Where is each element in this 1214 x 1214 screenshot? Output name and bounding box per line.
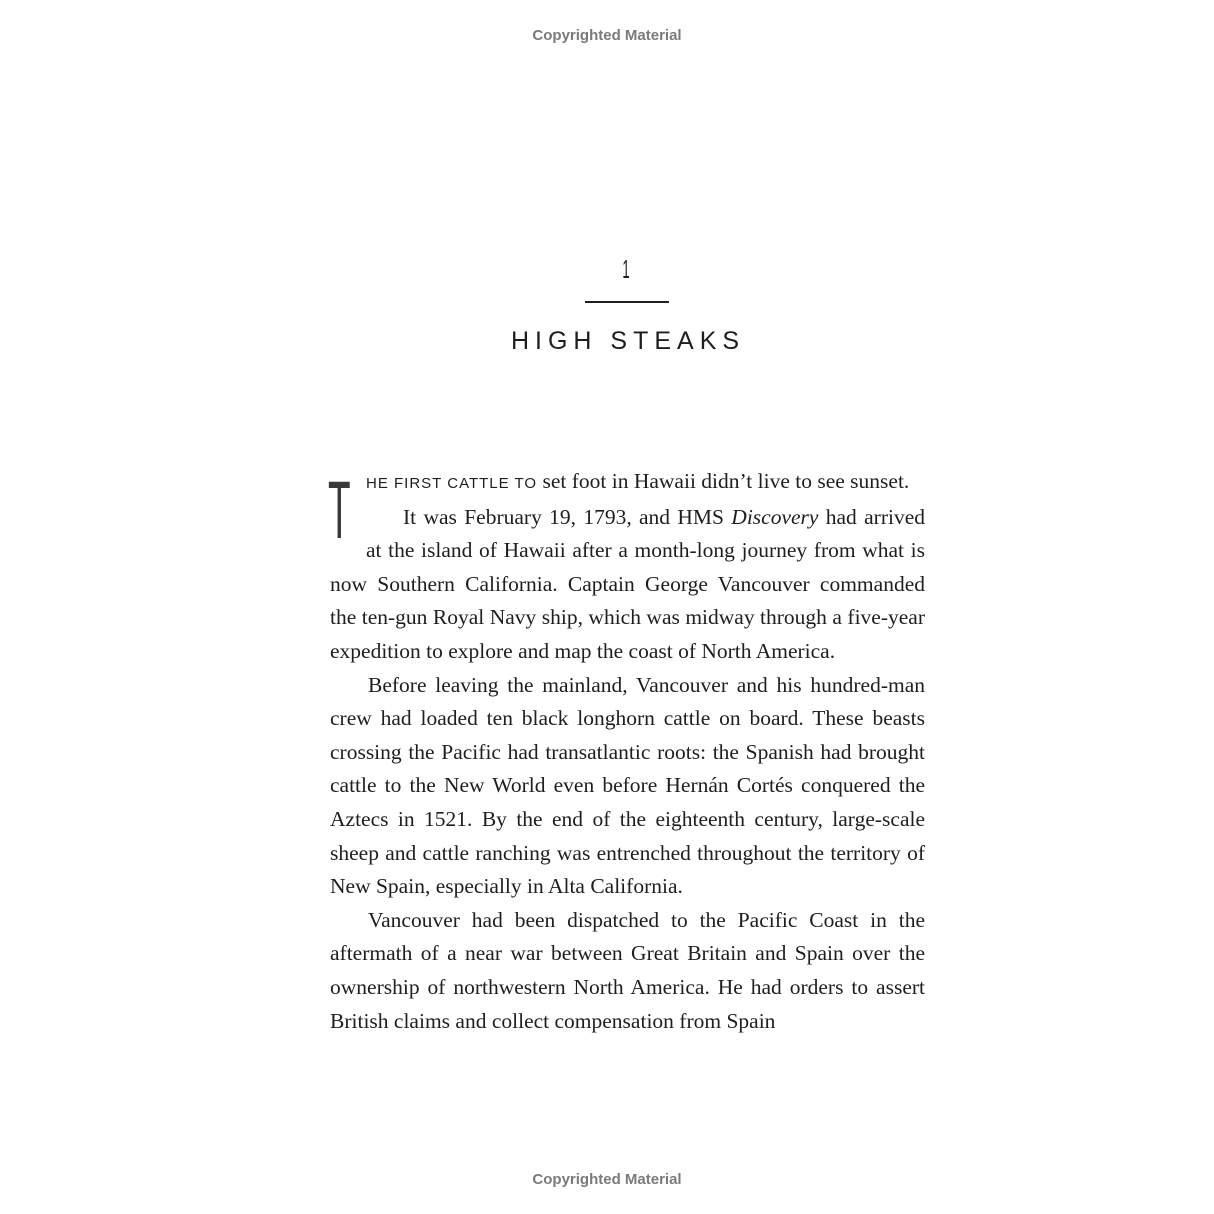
copyright-header: Copyrighted Material [532,27,682,44]
chapter-body [330,465,925,1038]
copyright-footer: Copyrighted Material [532,1171,682,1188]
paragraph-3: Before leaving the mainland, Vancouver and his hundred-man crew had loaded ten black longhorn cattle on board. These beasts crossing the Pacific had transatlantic roots: the Spanish had brought cattle to the New World even before Hernán Cortés conquered the Aztecs in 1521. By the end of the eighteenth century, large-scale sheep and cattle ranching was entrenched throughout the territory of New Spain, especially in Alta California. [330,672,925,899]
lead-in-smallcaps: HE FIRST CATTLE TO [366,475,538,492]
ship-name: Discovery [731,504,819,529]
paragraph-2-start: It was February 19, 1793, and HMS [403,504,732,529]
paragraph-4: Vancouver had been dispatched to the Pacific Coast in the aftermath of a near war between Great Britain and Spain over the ownership of northwestern North America. He had orders to assert British claims and collect compensation from Spain [330,907,925,1033]
opening-sentence: set foot in Hawaii didn’t live to see sunset. [537,469,910,493]
paragraph-2-rest: had arrived at the island of Hawaii after a month-long journey from what is now Southern California. Captain George Vancouver commanded the ten-gun Royal Navy ship, which was midway through a five-year expedition to explore and map the coast of North America. [330,504,926,663]
chapter-number: 1 [622,254,630,284]
paragraph-opening [330,465,925,669]
chapter-title: HIGH STEAKS [510,327,746,355]
chapter-divider [585,301,669,303]
drop-cap: T [328,465,351,556]
